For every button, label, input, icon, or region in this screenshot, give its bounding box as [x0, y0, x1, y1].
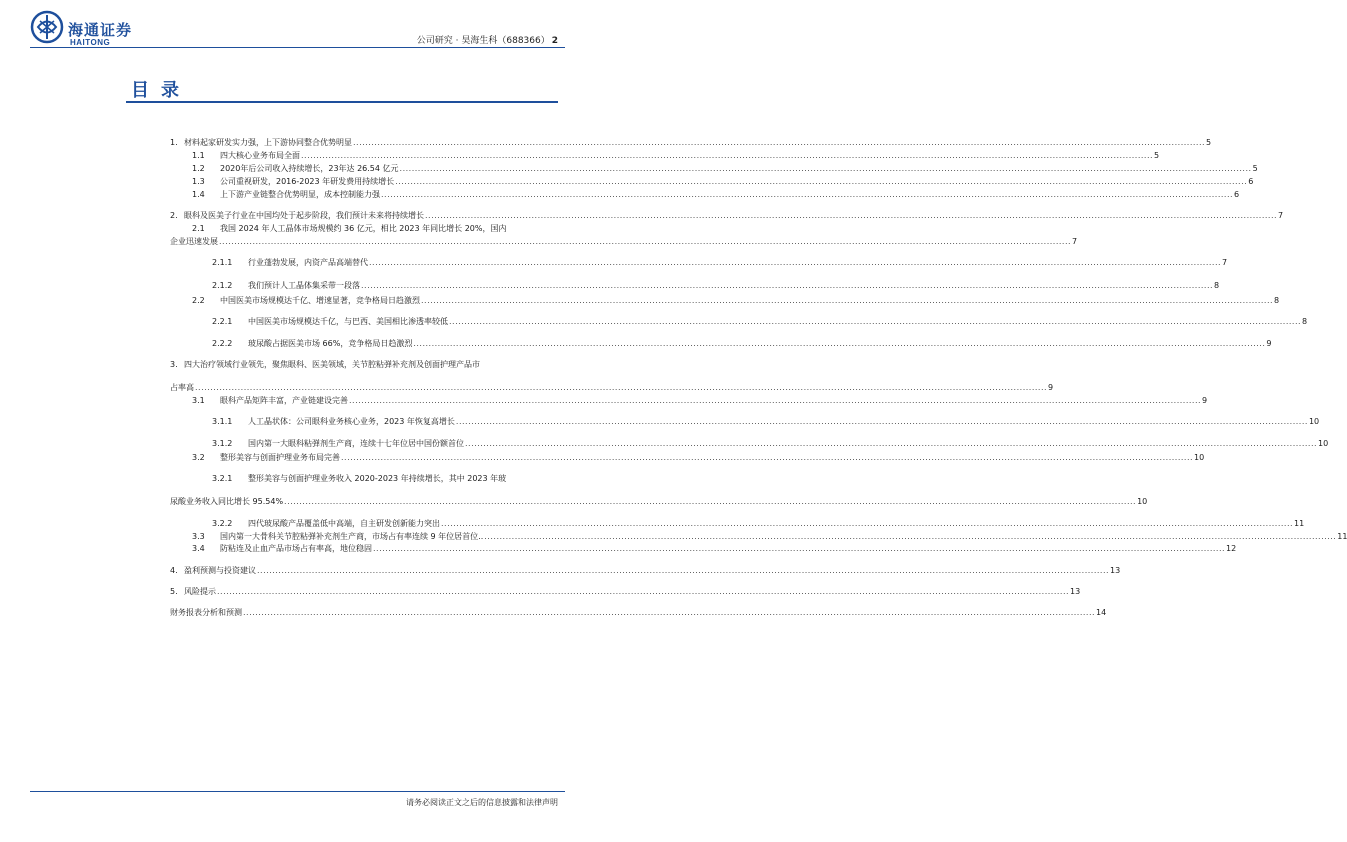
toc-text-line2: 企业迅速发展 — [170, 237, 218, 246]
toc-entry[interactable] — [192, 295, 1280, 306]
toc-text: 风险提示 — [184, 587, 216, 596]
header-rule — [30, 47, 565, 48]
logo-en-text: HAITONG — [70, 38, 111, 47]
toc-page: 8 — [1302, 317, 1308, 326]
toc-entry[interactable] — [192, 452, 1205, 463]
toc-num: 3.1.1 — [212, 417, 233, 426]
toc-num: 2.2.2 — [212, 339, 233, 348]
toc-entry[interactable] — [170, 565, 1121, 576]
toc-text: 盈利预测与投资建议 — [184, 566, 256, 575]
toc-page: 8 — [1214, 281, 1220, 290]
page-title: 目录 — [131, 80, 191, 101]
toc-num: 1. — [170, 138, 178, 147]
toc-page: 9 — [1048, 383, 1054, 392]
toc-entry[interactable] — [212, 316, 1308, 327]
toc-entry[interactable] — [212, 416, 1320, 427]
toc-num: 3.1.2 — [212, 439, 233, 448]
toc-entry[interactable] — [170, 210, 1284, 221]
toc-text: 眼科及医美子行业在中国均处于起步阶段，我们预计未来将持续增长 — [184, 211, 424, 220]
toc-text-line2: 占率高 — [170, 383, 194, 392]
toc-num: 3.2.1 — [212, 474, 233, 483]
toc-entry[interactable] — [212, 438, 1329, 449]
toc-entry[interactable] — [192, 189, 1240, 200]
toc-page: 10 — [1308, 417, 1320, 426]
haitong-logo-icon — [30, 10, 64, 44]
toc-text: 四大核心业务布局全面 — [220, 151, 300, 160]
toc-num: 3.2 — [192, 453, 205, 462]
toc-text: 2020年后公司收入持续增长，23年达 26.54 亿元 — [220, 164, 399, 173]
toc-num: 1.2 — [192, 164, 205, 173]
toc-num: 3.4 — [192, 544, 205, 553]
toc-entry[interactable] — [212, 280, 1220, 291]
toc-text: 中国医美市场规模达千亿、增速显著，竞争格局日趋激烈 — [220, 296, 420, 305]
toc-page: 13 — [1070, 587, 1081, 596]
toc-entry[interactable] — [212, 518, 1305, 529]
toc-text: 上下游产业链整合优势明显，成本控制能力强 — [220, 190, 380, 199]
toc-page: 11 — [1337, 532, 1347, 541]
toc-num: 3. — [170, 360, 178, 369]
toc-page: 14 — [1096, 608, 1107, 617]
toc-num: 3.1 — [192, 396, 205, 405]
toc-num: 1.1 — [192, 151, 205, 160]
toc-num: 3.3 — [192, 532, 205, 541]
toc-text: 四代玻尿酸产品覆盖低中高端，自主研发创新能力突出 — [248, 519, 440, 528]
toc-page: 7 — [1222, 258, 1228, 267]
toc-entry[interactable] — [170, 137, 1212, 148]
toc-text: 玻尿酸占据医美市场 66%，竞争格局日趋激烈 — [248, 339, 413, 348]
toc-entry-cont[interactable] — [170, 236, 1078, 247]
toc-page: 6 — [1234, 190, 1240, 199]
toc-entry[interactable] — [192, 223, 558, 234]
toc-num: 2.1.1 — [212, 258, 233, 267]
toc-text: 财务报表分析和预测 — [170, 608, 242, 617]
footer-rule — [30, 791, 565, 792]
header-doc-label — [417, 33, 558, 46]
toc-entry[interactable] — [192, 395, 1208, 406]
toc-entry-cont[interactable] — [170, 496, 1148, 507]
toc-entry[interactable] — [192, 150, 1160, 161]
toc-text: 中国医美市场规模达千亿，与巴西、美国相比渗透率较低 — [248, 317, 448, 326]
toc-page: 5 — [1252, 164, 1258, 173]
toc-num: 4. — [170, 566, 178, 575]
toc-entry[interactable] — [192, 543, 1237, 554]
toc-page: 10 — [1194, 453, 1205, 462]
toc-text-line1: 四大治疗领域行业领先，聚焦眼科、医美领域，关节腔粘弹补充剂及创面护理产品市 — [184, 360, 480, 369]
toc-text: 人工晶状体：公司眼科业务核心业务，2023 年恢复高增长 — [248, 417, 455, 426]
toc-entry[interactable] — [170, 607, 1107, 618]
toc-num: 2.2 — [192, 296, 205, 305]
toc-page: 12 — [1226, 544, 1237, 553]
company-logo — [30, 10, 160, 46]
toc-page: 10 — [1137, 497, 1148, 506]
toc-page: 8 — [1274, 296, 1280, 305]
toc-entry[interactable] — [170, 586, 1081, 597]
toc-page: 7 — [1072, 237, 1078, 246]
toc-page: 10 — [1318, 439, 1329, 448]
toc-num: 1.4 — [192, 190, 205, 199]
toc-page: 11 — [1294, 519, 1305, 528]
toc-text-line2: 尿酸业务收入同比增长 95.54% — [170, 497, 284, 506]
toc-text: 整形美容与创面护理业务布局完善 — [220, 453, 340, 462]
toc-num: 5. — [170, 587, 178, 596]
footer-disclaimer: 请务必阅读正文之后的信息披露和法律声明 — [406, 798, 558, 807]
toc-page: 9 — [1266, 339, 1272, 348]
toc-text: 防粘连及止血产品市场占有率高，地位稳固 — [220, 544, 372, 553]
title-rule — [126, 101, 558, 103]
toc-text: 国内第一大骨科关节腔粘弹补充剂生产商，市场占有率连续 9 年位居首位.. — [220, 532, 484, 541]
doc-label: 公司研究 · 昊海生科（688366） — [416, 36, 550, 46]
toc-entry[interactable] — [170, 359, 558, 370]
logo-cn-text: 海通证券 — [68, 21, 133, 39]
toc-num: 2. — [170, 211, 178, 220]
toc-text: 公司重视研发，2016-2023 年研发费用持续增长 — [220, 177, 395, 186]
toc-text: 材料起家研发实力强，上下游协同整合优势明显 — [184, 138, 352, 147]
toc-page: 5 — [1154, 151, 1160, 160]
toc-entry-cont[interactable] — [170, 382, 1054, 393]
toc-page: 6 — [1248, 177, 1254, 186]
toc-text: 眼科产品矩阵丰富，产业链建设完善 — [220, 396, 348, 405]
toc-num: 3.2.2 — [212, 519, 233, 528]
toc-num: 1.3 — [192, 177, 205, 186]
toc-text: 国内第一大眼科粘弹剂生产商，连续十七年位居中国份额首位 — [248, 439, 464, 448]
toc-entry[interactable] — [212, 338, 1272, 349]
toc-text: 我们预计人工晶体集采带一段落 — [248, 281, 360, 290]
page-number: 2 — [551, 36, 558, 46]
toc-entry[interactable] — [192, 163, 1258, 174]
toc-text-line1: 整形美容与创面护理业务收入 2020-2023 年持续增长，其中 2023 年玻 — [248, 474, 507, 483]
toc-text: 行业蓬勃发展，内资产品高端替代 — [248, 258, 368, 267]
toc-entry[interactable] — [192, 176, 1254, 187]
toc-entry[interactable] — [192, 531, 1347, 542]
toc-text-line1: 我国 2024 年人工晶体市场规模约 36 亿元，相比 2023 年同比增长 20%，国内 — [220, 224, 507, 233]
toc-page: 7 — [1278, 211, 1284, 220]
toc-page: 9 — [1202, 396, 1208, 405]
toc-num: 2.1 — [192, 224, 205, 233]
toc-page: 5 — [1206, 138, 1212, 147]
toc-num: 2.2.1 — [212, 317, 233, 326]
toc-entry[interactable] — [212, 473, 558, 484]
toc-num: 2.1.2 — [212, 281, 233, 290]
toc-page: 13 — [1110, 566, 1121, 575]
toc-entry[interactable] — [212, 257, 1228, 268]
